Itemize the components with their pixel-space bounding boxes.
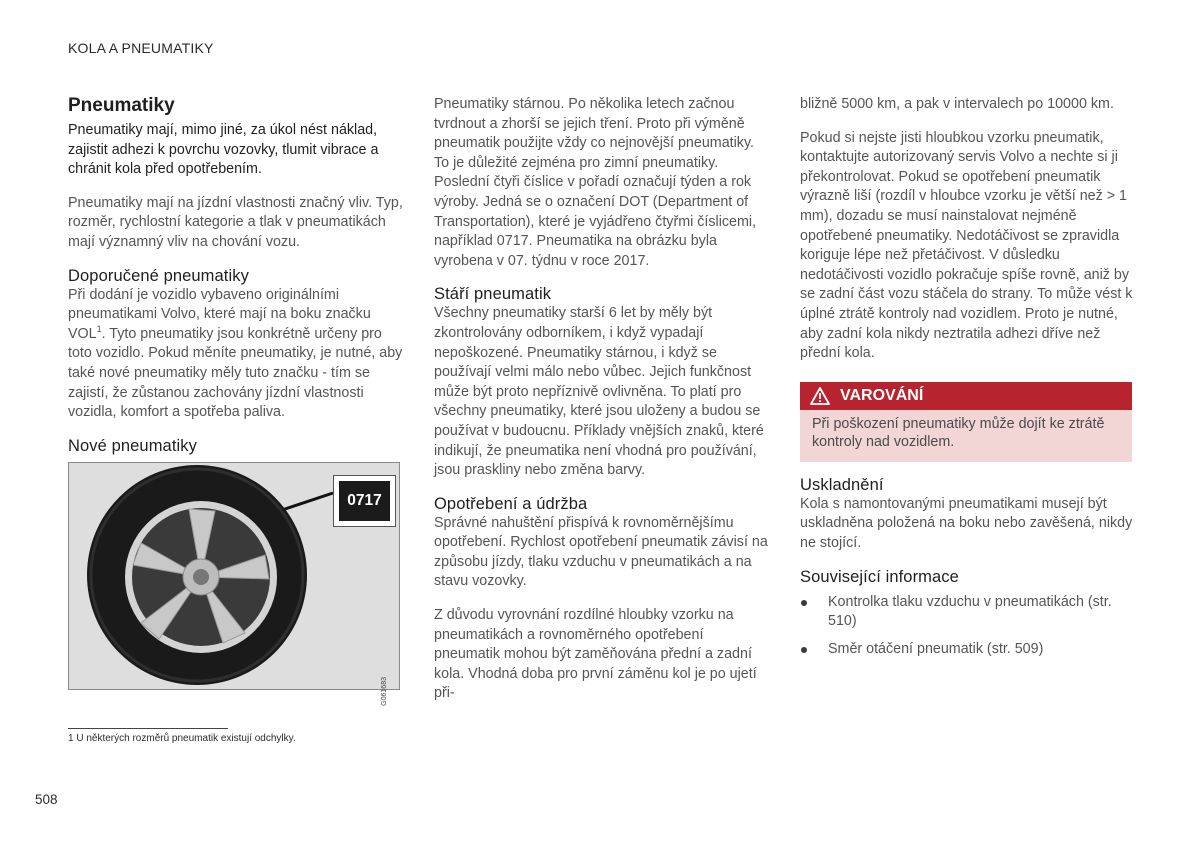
running-header: KOLA A PNEUMATIKY xyxy=(68,40,214,56)
related-link[interactable] xyxy=(800,593,1135,632)
warning-text: Při poškození pneumatiky může dojít ke ztrátě kontroly nad vozidlem. xyxy=(812,415,1105,451)
related-link-label: Kontrolka tlaku vzduchu v pneumatikách (str. 510) xyxy=(828,593,1112,630)
footnote-ref: 1 xyxy=(96,323,102,334)
warning-header xyxy=(800,382,1132,410)
column-right xyxy=(800,95,1135,667)
warning-title: VAROVÁNÍ xyxy=(840,386,924,404)
section-title: Pneumatiky xyxy=(68,95,175,116)
subheading-storage: Uskladnění xyxy=(800,475,884,494)
dot-code-callout xyxy=(333,475,396,527)
paragraph xyxy=(68,286,403,423)
column-left xyxy=(68,95,403,706)
tyre-illustration xyxy=(68,462,400,706)
subheading-wear-maintenance: Opotřebení a údržba xyxy=(434,494,588,513)
footnote xyxy=(68,733,296,744)
paragraph: Pneumatiky stárnou. Po několika letech začnou tvrdnout a zhorší se jejich tření. Proto při výměně pneumatik použijte vždy co nejnovější pneumatiky. To je důležité zejména pro zimní pneumatiky. Poslední čtyři číslice v pořadí označují týden a rok výroby. Jedná se o označení DOT (Department of Transportation), které je vyjádřeno čtyřmi číslicemi, například 0717. Pneumatika na obrázku byla vyrobena v 07. týdnu v roce 2017. xyxy=(434,96,757,269)
related-link-label: Směr otáčení pneumatik (str. 509) xyxy=(828,640,1044,657)
footnote-marker: 1 xyxy=(68,733,74,744)
page-number: 508 xyxy=(35,792,58,807)
related-list xyxy=(800,593,1135,660)
column-middle xyxy=(434,95,769,704)
figure-code: G061683 xyxy=(381,676,388,706)
subheading-related-info: Související informace xyxy=(800,567,959,586)
footnote-text: U některých rozměrů pneumatik existují odchylky. xyxy=(73,733,296,744)
paragraph: Z důvodu vyrovnání rozdílné hloubky vzorku na pneumatikách a rovnoměrného opotřebení pneumatik mohou být zaměňována přední a zadní kola. Vhodná doba pro první záměnu kol je po ujetí při- xyxy=(434,607,757,702)
subheading-tyre-age: Stáří pneumatik xyxy=(434,285,552,304)
paragraph: bližně 5000 km, a pak v intervalech po 10000 km. xyxy=(800,96,1114,112)
related-link[interactable] xyxy=(800,640,1135,660)
warning-triangle-icon xyxy=(810,387,830,405)
paragraph: Správné nahuštění přispívá k rovnoměrnějšímu opotřebení. Rychlost opotřebení pneumatik závisí na způsobu jízdy, tlaku vzduchu v pneumatikách a na stavu vozovky. xyxy=(434,514,768,590)
footnote-divider xyxy=(68,728,228,729)
text-span: . Tyto pneumatiky jsou konkrétně určeny pro toto vozidlo. Pokud měníte pneumatiky, je nutné, aby také nové pneumatiky měly tuto značku - tím se zajistí, že zůstanou zachovány jízdní vlastnosti vozidla, komfort a spotřeba paliva. xyxy=(68,325,403,421)
paragraph: Pneumatiky mají na jízdní vlastnosti značný vliv. Typ, rozměr, rychlostní kategorie a tlak v pneumatikách mají významný vliv na chování vozu. xyxy=(68,194,403,250)
subheading-new-tyres: Nové pneumatiky xyxy=(68,436,197,455)
dot-code-label: 0717 xyxy=(339,481,390,521)
warning-body xyxy=(800,410,1132,462)
text-span: Při dodání je vozidlo vybaveno originálními pneumatikami Volvo, které mají na boku značku VOL xyxy=(68,286,371,342)
lead-paragraph: Pneumatiky mají, mimo jiné, za úkol nést náklad, zajistit adhezi k povrchu vozovky, tlumit vibrace a chránit kola před opotřebením. xyxy=(68,122,379,178)
subheading-recommended-tyres: Doporučené pneumatiky xyxy=(68,266,249,285)
paragraph: Pokud si nejste jisti hloubkou vzorku pneumatik, kontaktujte autorizovaný servis Volvo a nechte si ji překontrolovat. Pokud se opotřebení pneumatik výrazně liší (rozdíl v hloubce vzorku je větší než > 1 mm), dozadu se musí nainstalovat nejméně opotřebené pneumatiky. Nedotáčivost se zpravidla koriguje lépe než přetáčivost. V důsledku nedotáčivosti vozidlo pokračuje spíše rovně, aniž by se zadní část vozu stáčela do strany. To může vést k úplné ztrátě kontroly nad vozidlem. Proto je nutné, aby zadní kola nikdy neztratila adhezi dříve než přední kola. xyxy=(800,129,1133,362)
paragraph: Všechny pneumatiky starší 6 let by měly být zkontrolovány odborníkem, i když vypadají nepoškozené. Pneumatiky stárnou, i když se používají velmi málo nebo vůbec. Jejich funkčnost může být proto nepříznivě ovlivněna. To platí pro všechny pneumatiky, které jsou uloženy a budou se používat v budoucnu. Příklady vnějších znaků, které indikují, že pneumatika není vhodná pro používání, jsou praskliny nebo změna barvy. xyxy=(434,305,764,479)
warning-box xyxy=(800,382,1132,462)
bullet-icon xyxy=(801,647,807,653)
bullet-icon xyxy=(801,600,807,606)
paragraph: Kola s namontovanými pneumatikami musejí být uskladněna položená na boku nebo zavěšená, nikdy ne stojící. xyxy=(800,495,1133,551)
